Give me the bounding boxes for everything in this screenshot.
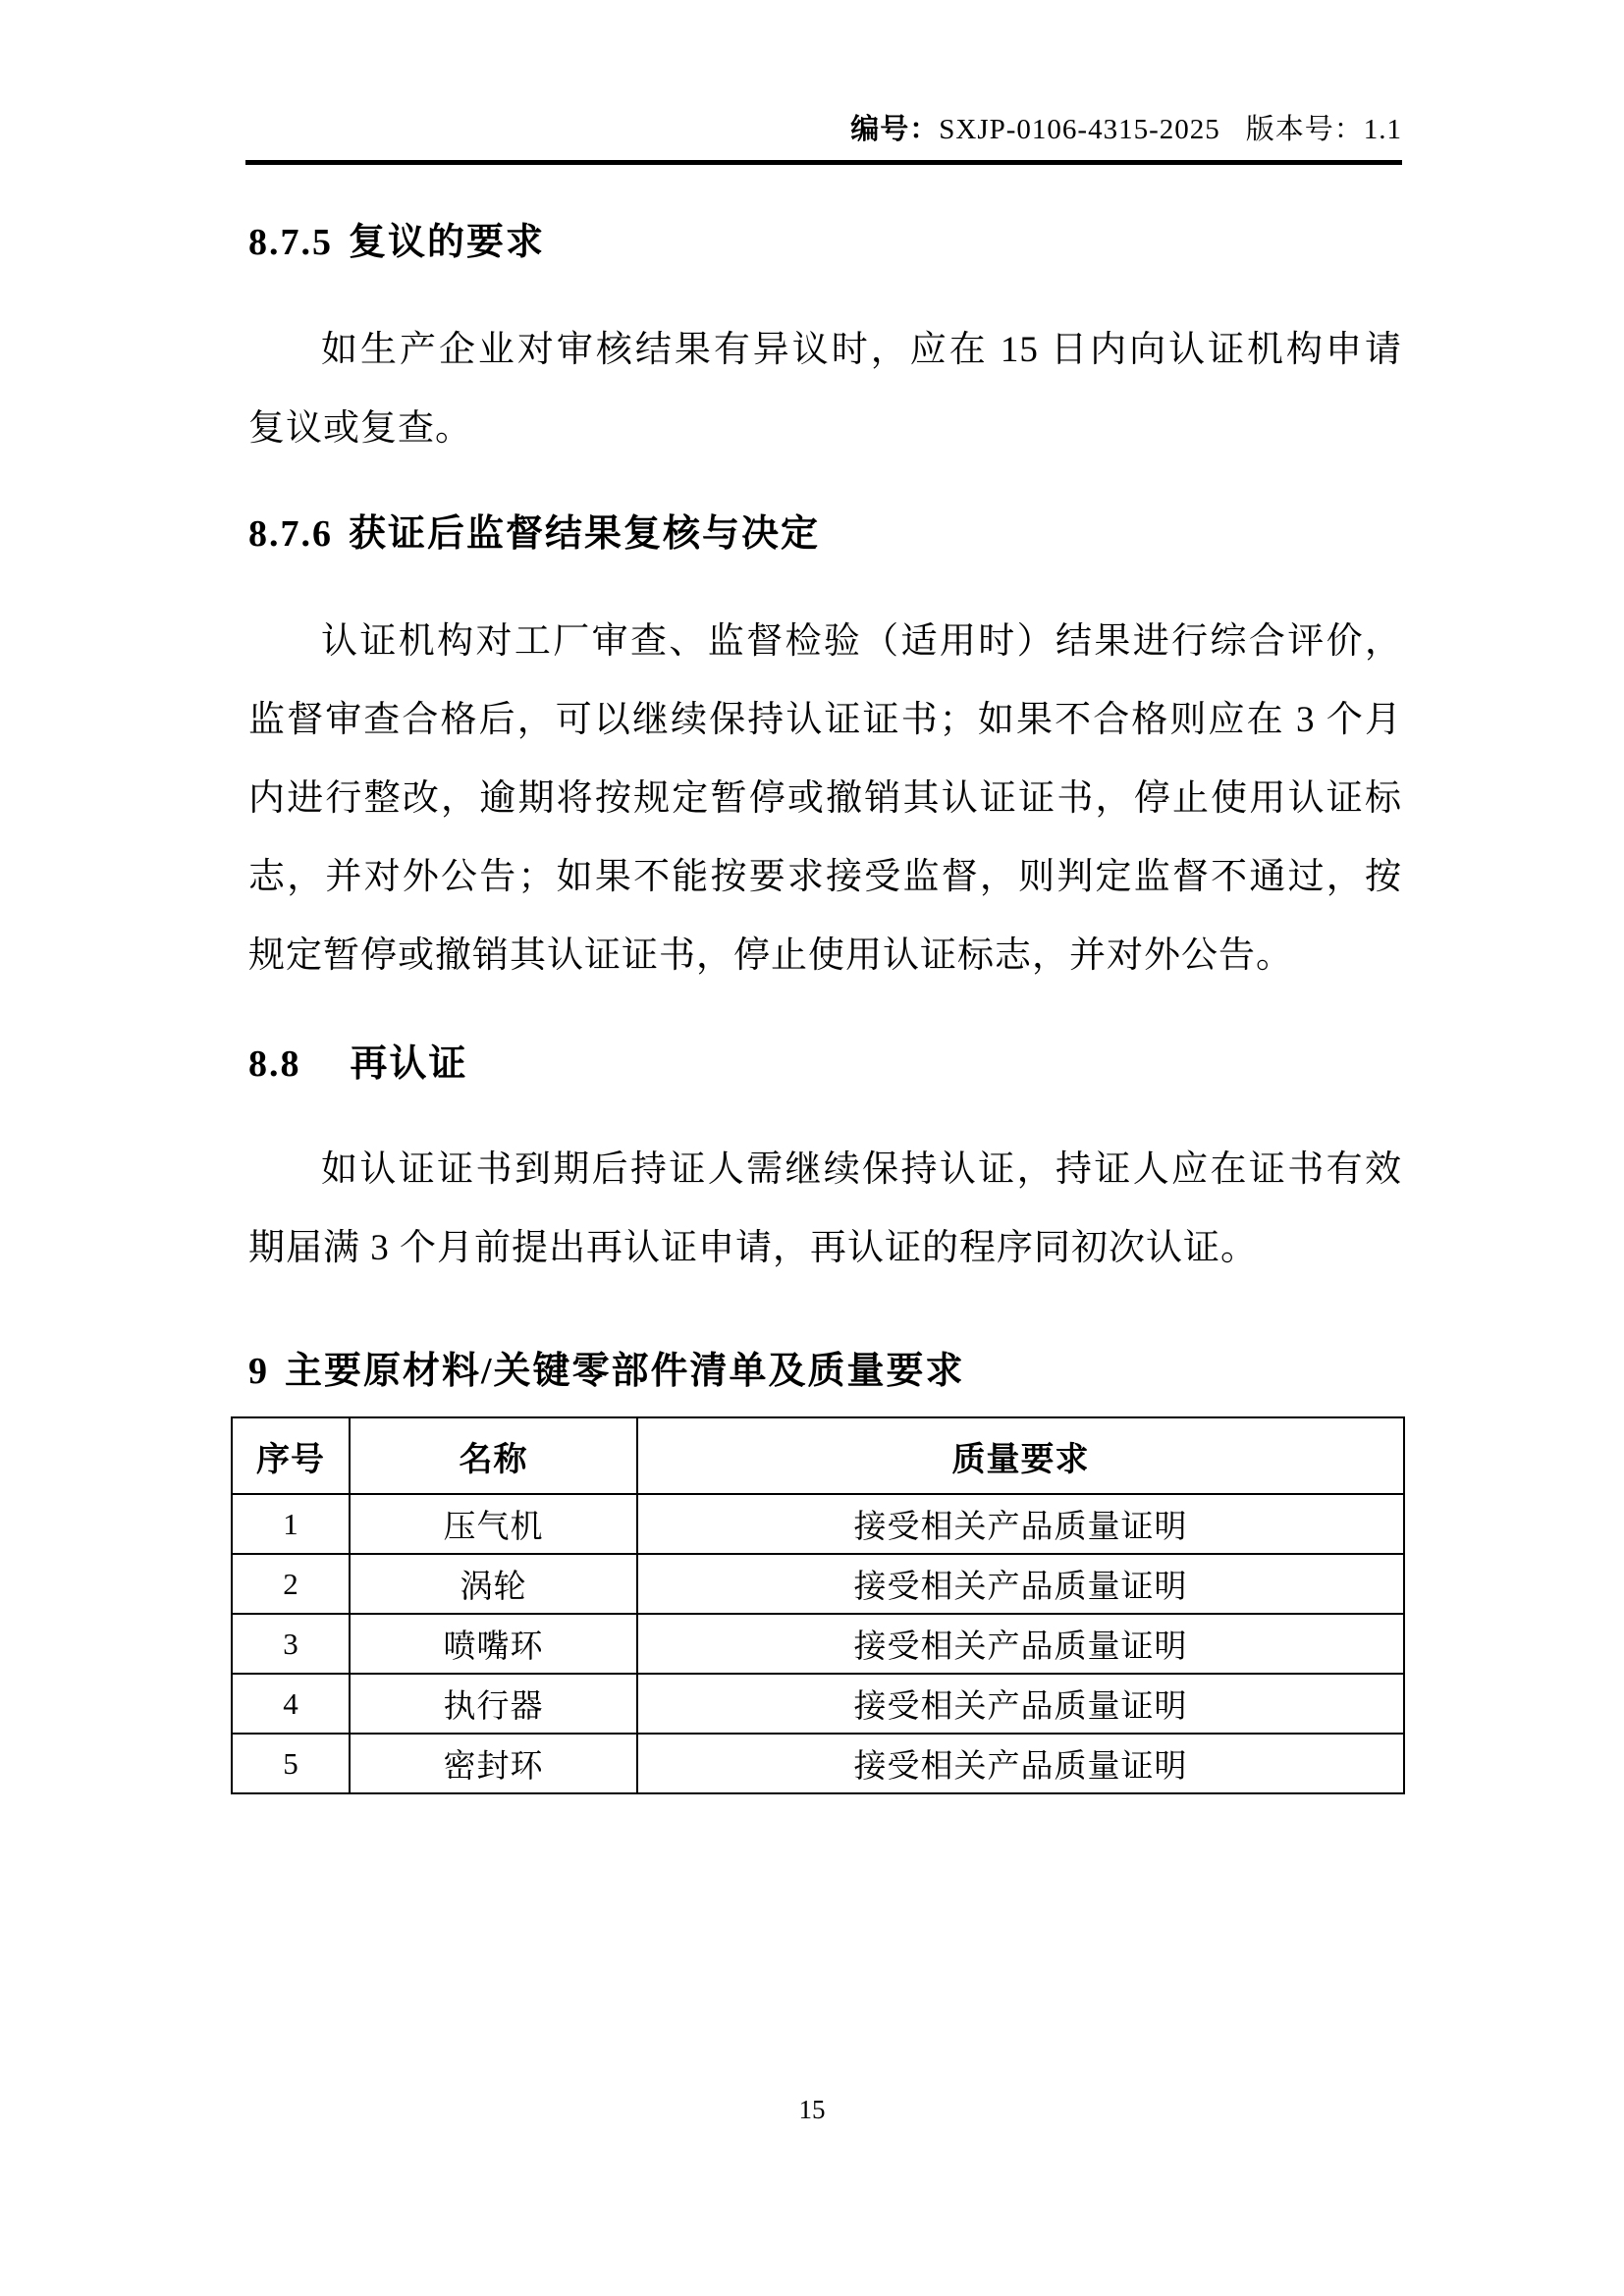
section-title: 主要原材料/关键零部件清单及质量要求 — [285, 1351, 965, 1392]
table-header-name: 名称 — [350, 1417, 637, 1494]
table-header-quality: 质量要求 — [637, 1417, 1404, 1494]
page-number: 15 — [798, 2095, 826, 2124]
section-heading-8-7-6 — [248, 512, 1402, 556]
table-row — [232, 1734, 1404, 1793]
section-title: 复议的要求 — [349, 222, 546, 263]
cell-name: 密封环 — [350, 1734, 637, 1793]
document-header-meta — [245, 113, 1402, 146]
paragraph-line: 监督审查合格后，可以继续保持认证证书；如果不合格则应在 3 个月 — [248, 700, 1402, 740]
section-heading-8-8 — [248, 1042, 1402, 1086]
cell-name: 涡轮 — [350, 1554, 637, 1614]
paragraph-line: 复议或复查。 — [248, 408, 472, 449]
cell-quality: 接受相关产品质量证明 — [637, 1554, 1404, 1614]
paragraph-8-7-6 — [248, 603, 1402, 995]
section-number: 8.7.5 — [248, 222, 333, 263]
cell-quality: 接受相关产品质量证明 — [637, 1494, 1404, 1554]
section-heading-9 — [248, 1350, 1402, 1393]
section-title: 再认证 — [350, 1043, 468, 1085]
header-rule — [245, 160, 1402, 165]
paragraph-line: 内进行整改，逾期将按规定暂停或撤销其认证证书，停止使用认证标 — [248, 778, 1402, 819]
cell-seq: 4 — [232, 1674, 350, 1734]
cell-seq: 2 — [232, 1554, 350, 1614]
section-title: 获证后监督结果复核与决定 — [349, 513, 821, 555]
doc-number-value: SXJP-0106-4315-2025 — [939, 114, 1220, 145]
paragraph-line: 认证机构对工厂审查、监督检验（适用时）结果进行综合评价， — [321, 621, 1402, 662]
table-row — [232, 1554, 1404, 1614]
section-number: 8.8 — [248, 1043, 301, 1085]
table-row — [232, 1674, 1404, 1734]
table-header-row — [232, 1417, 1404, 1494]
paragraph-line: 期届满 3 个月前提出再认证申请，再认证的程序同初次认证。 — [248, 1228, 1258, 1268]
cell-name: 执行器 — [350, 1674, 637, 1734]
cell-quality: 接受相关产品质量证明 — [637, 1674, 1404, 1734]
paragraph-line: 如生产企业对审核结果有异议时，应在 15 日内向认证机构申请 — [321, 330, 1402, 370]
cell-name: 喷嘴环 — [350, 1614, 637, 1674]
cell-seq: 1 — [232, 1494, 350, 1554]
version-value: 1.1 — [1363, 114, 1402, 145]
paragraph-line: 如认证证书到期后持证人需继续保持认证，持证人应在证书有效 — [321, 1149, 1402, 1190]
section-number: 9 — [248, 1351, 269, 1392]
paragraph-8-7-5 — [248, 311, 1402, 468]
cell-seq: 3 — [232, 1614, 350, 1674]
cell-name: 压气机 — [350, 1494, 637, 1554]
cell-quality: 接受相关产品质量证明 — [637, 1614, 1404, 1674]
table-row — [232, 1494, 1404, 1554]
paragraph-line: 志，并对外公告；如果不能按要求接受监督，则判定监督不通过，按 — [248, 857, 1402, 897]
section-heading-8-7-5 — [248, 221, 1402, 264]
paragraph-8-8 — [248, 1131, 1402, 1288]
cell-quality: 接受相关产品质量证明 — [637, 1734, 1404, 1793]
table-row — [232, 1614, 1404, 1674]
cell-seq: 5 — [232, 1734, 350, 1793]
paragraph-line: 规定暂停或撤销其认证证书，停止使用认证标志，并对外公告。 — [248, 935, 1293, 976]
section-number: 8.7.6 — [248, 513, 333, 555]
doc-number-label: 编号： — [850, 114, 940, 145]
table-header-seq: 序号 — [232, 1417, 350, 1494]
version-label: 版本号： — [1245, 114, 1364, 145]
materials-table — [231, 1416, 1405, 1794]
